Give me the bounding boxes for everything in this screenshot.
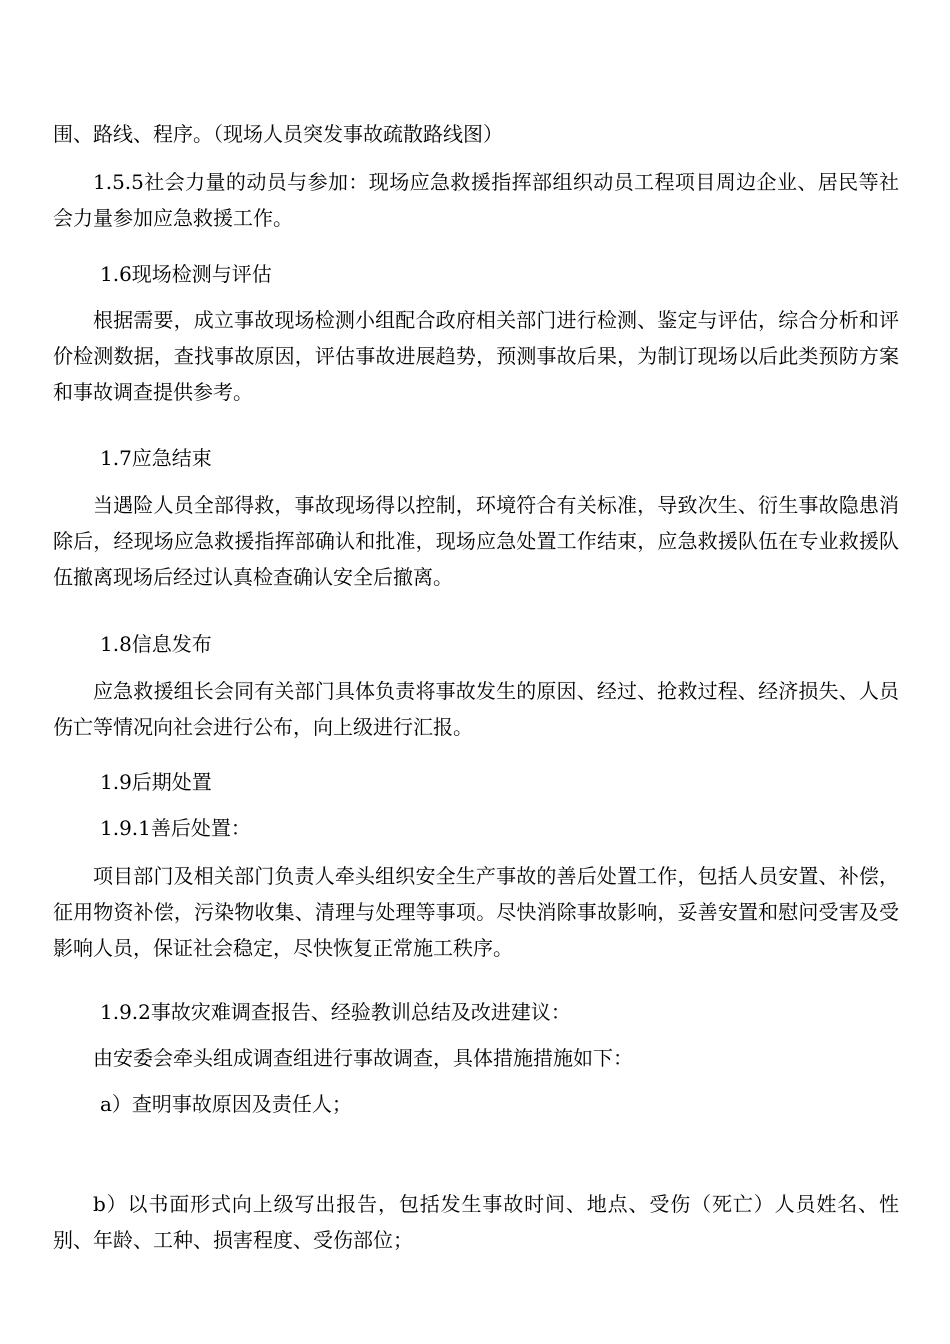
section-heading-1-9: 1.9后期处置 — [100, 770, 212, 794]
section-heading-1-8: 1.8信息发布 — [100, 632, 212, 656]
section-heading-1-7: 1.7应急结束 — [100, 446, 212, 470]
paragraph-aftermath: 项目部门及相关部门负责人牵头组织安全生产事故的善后处置工作，包括人员安置、补偿，征用物资补偿，污染物收集、清理与处理等事项。尽快消除事故影响，妥善安置和慰问受害及受影响人员，保证社会稳定，尽快恢复正常施工秩序。 — [53, 864, 899, 960]
list-item-b: b）以书面形式向上级写出报告，包括发生事故时间、地点、受伤（死亡）人员姓名、性别、年龄、工种、损害程度、受伤部位； — [53, 1192, 899, 1252]
paragraph-continuation: 围、路线、程序。（现场人员突发事故疏散路线图） — [53, 122, 503, 146]
paragraph-emergency-end: 当遇险人员全部得救，事故现场得以控制，环境符合有关标准，导致次生、衍生事故隐患消除后，经现场应急救援指挥部确认和批准，现场应急处置工作结束，应急救援队伍在专业救援队伍撤离现场后经过认真检查确认安全后撤离。 — [53, 493, 899, 589]
paragraph-social-forces: 1.5.5社会力量的动员与参加：现场应急救援指挥部组织动员工程项目周边企业、居民等社会力量参加应急救援工作。 — [53, 170, 899, 230]
section-heading-1-9-1: 1.9.1善后处置： — [100, 816, 251, 840]
paragraph-investigation: 由安委会牵头组成调查组进行事故调查，具体措施措施如下： — [93, 1046, 633, 1070]
paragraph-information-release: 应急救援组长会同有关部门具体负责将事故发生的原因、经过、抢救过程、经济损失、人员伤亡等情况向社会进行公布，向上级进行汇报。 — [53, 679, 899, 739]
section-heading-1-6: 1.6现场检测与评估 — [100, 262, 272, 286]
section-heading-1-9-2: 1.9.2事故灾难调查报告、经验教训总结及改进建议： — [100, 1000, 571, 1024]
list-item-a: a）查明事故原因及责任人； — [100, 1092, 352, 1116]
paragraph-monitoring: 根据需要，成立事故现场检测小组配合政府相关部门进行检测、鉴定与评估，综合分析和评价检测数据，查找事故原因，评估事故进展趋势，预测事故后果，为制订现场以后此类预防方案和事故调查提供参考。 — [53, 308, 899, 404]
